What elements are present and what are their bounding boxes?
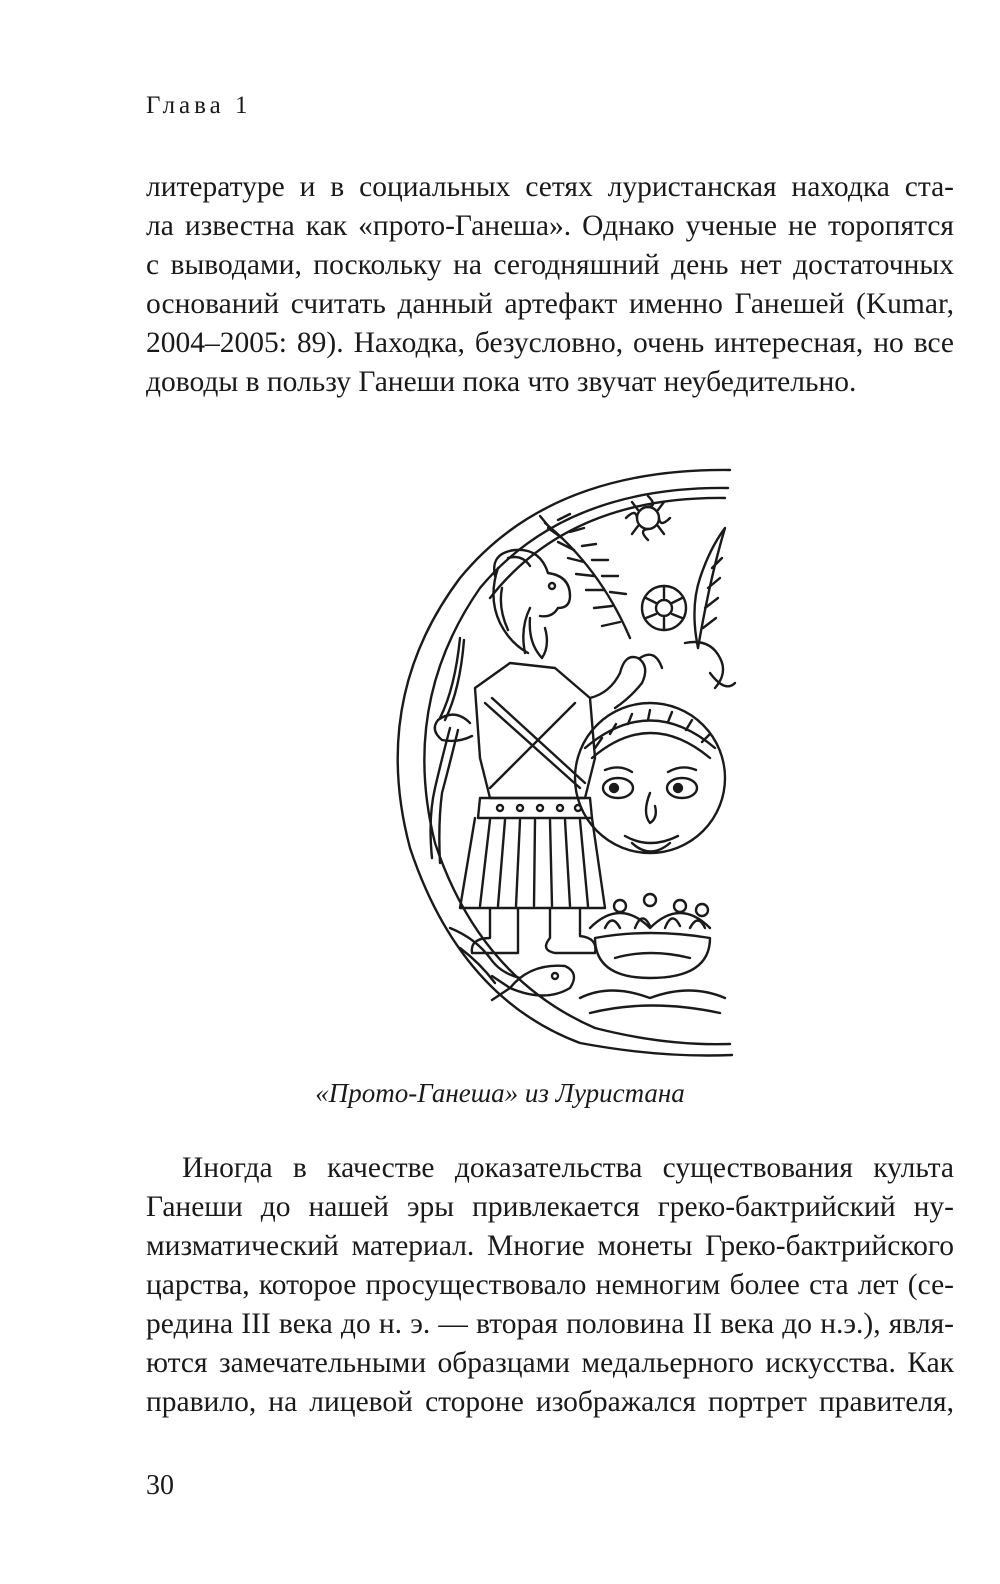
figure-caption: «Прото-Ганеша» из Луристана	[315, 1078, 685, 1108]
text-line: доводы в пользу Ганеши пока что звучат неубедительно.	[146, 366, 857, 398]
text-line: литературе и в социальных сетях луристанская находка ста-	[146, 171, 954, 203]
paragraph-2	[146, 1149, 954, 1422]
proto-ganesha-illustration	[380, 458, 760, 1058]
text-line: 2004–2005: 89). Находка, безусловно, очень интересная, но все	[146, 327, 954, 359]
text-line: редина III века до н. э. — вторая половина II века до н.э.), явля-	[146, 1308, 954, 1340]
text-line: с выводами, поскольку на сегодняшний день нет достаточных	[146, 249, 954, 281]
text-line: оснований считать данный артефакт именно Ганешей (Kumar,	[146, 288, 954, 320]
text-line: ла известна как «прото-Ганеша». Однако ученые не торопятся	[146, 210, 954, 242]
running-head: Глава 1	[146, 92, 252, 119]
text-line: Ганеши до нашей эры привлекается греко-бактрийский ну-	[146, 1191, 954, 1223]
text-line: мизматический материал. Многие монеты Греко-бактрийского	[146, 1230, 954, 1262]
text-line: царства, которое просуществовало немногим более ста лет (се-	[146, 1269, 954, 1301]
text-line: правило, на лицевой стороне изображался портрет правителя,	[146, 1386, 954, 1418]
text-line: ются замечательными образцами медальерного искусства. Как	[146, 1347, 954, 1379]
text-line: Иногда в качестве доказательства существования культа	[182, 1152, 954, 1184]
page-number: 30	[146, 1470, 174, 1501]
paragraph-1	[146, 168, 954, 402]
